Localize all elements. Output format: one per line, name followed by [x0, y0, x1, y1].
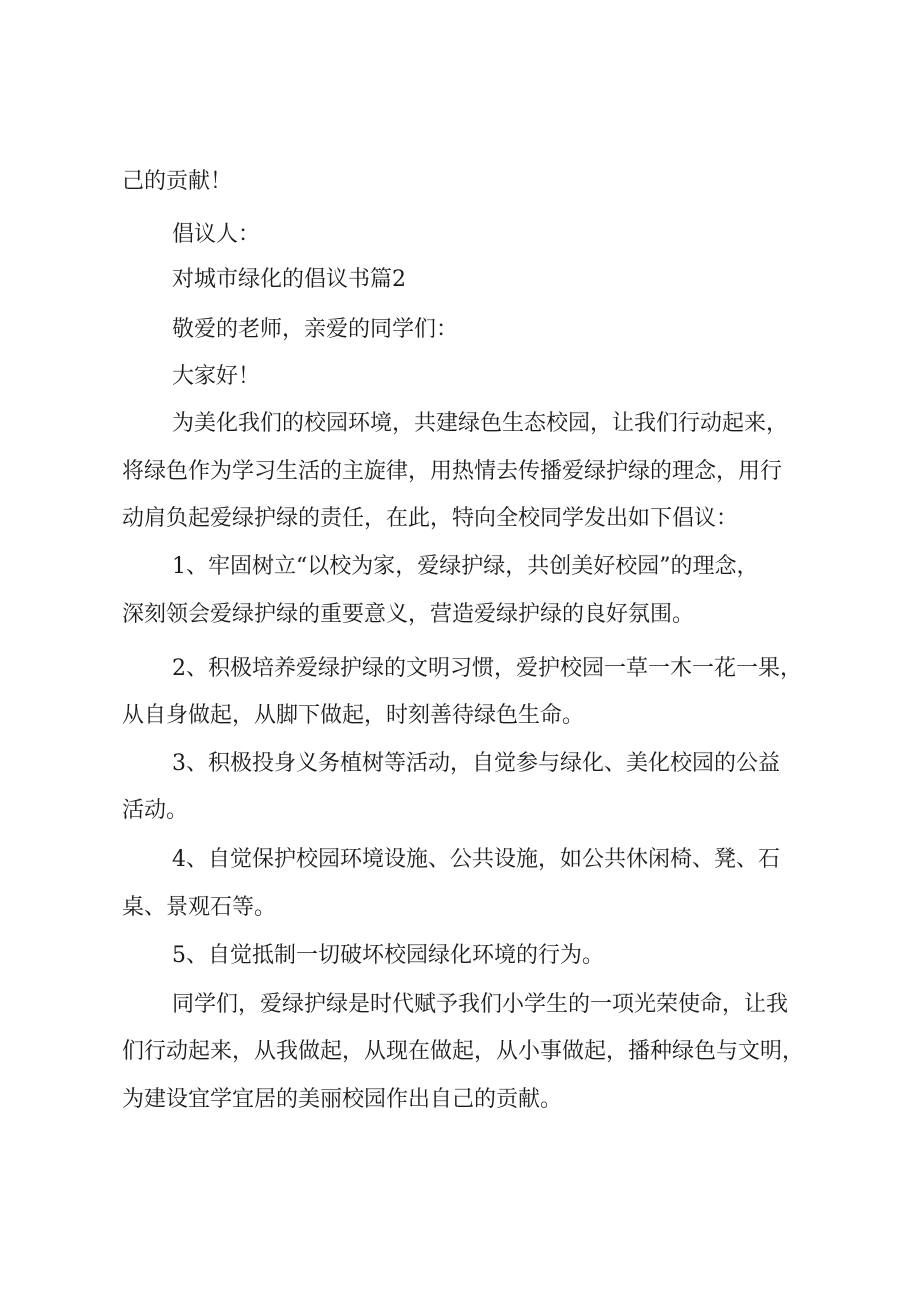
- document-page: 己的贡献！ 倡议人： 对城市绿化的倡议书篇2 敬爱的老师，亲爱的同学们： 大家好！ 为美化我们的校园环境，共建绿色生态校园，让我们行动起来， 将绿色作为学习生活的主旋律，用热情去传播爱绿护绿的理念，用行 动肩负起爱绿护绿的责任，在此，特向全校同学发出如下倡议： 1、牢固树立“以校为家，爱绿护绿，共创美好校园”的理念， 深刻领会爱绿护绿的重要意义，营造爱绿护绿的良好氛围。 2、积极培养爱绿护绿的文明习惯，爱护校园一草一木一花一果， 从自身做起，从脚下做起，时刻善待绿色生命。 3、积极投身义务植树等活动，自觉参与绿化、美化校园的公益 活动。 4、自觉保护校园环境设施、公共设施，如公共休闲椅、凳、石 桌、景观石等。 5、自觉抵制一切破坏校园绿化环境的行为。 同学们，爱绿护绿是时代赋予我们小学生的一项光荣使命，让我 们行动起来，从我做起，从现在做起，从小事做起，播种绿色与文明， 为建设宜学宜居的美丽校园作出自己的贡献。: [0, 0, 920, 1301]
